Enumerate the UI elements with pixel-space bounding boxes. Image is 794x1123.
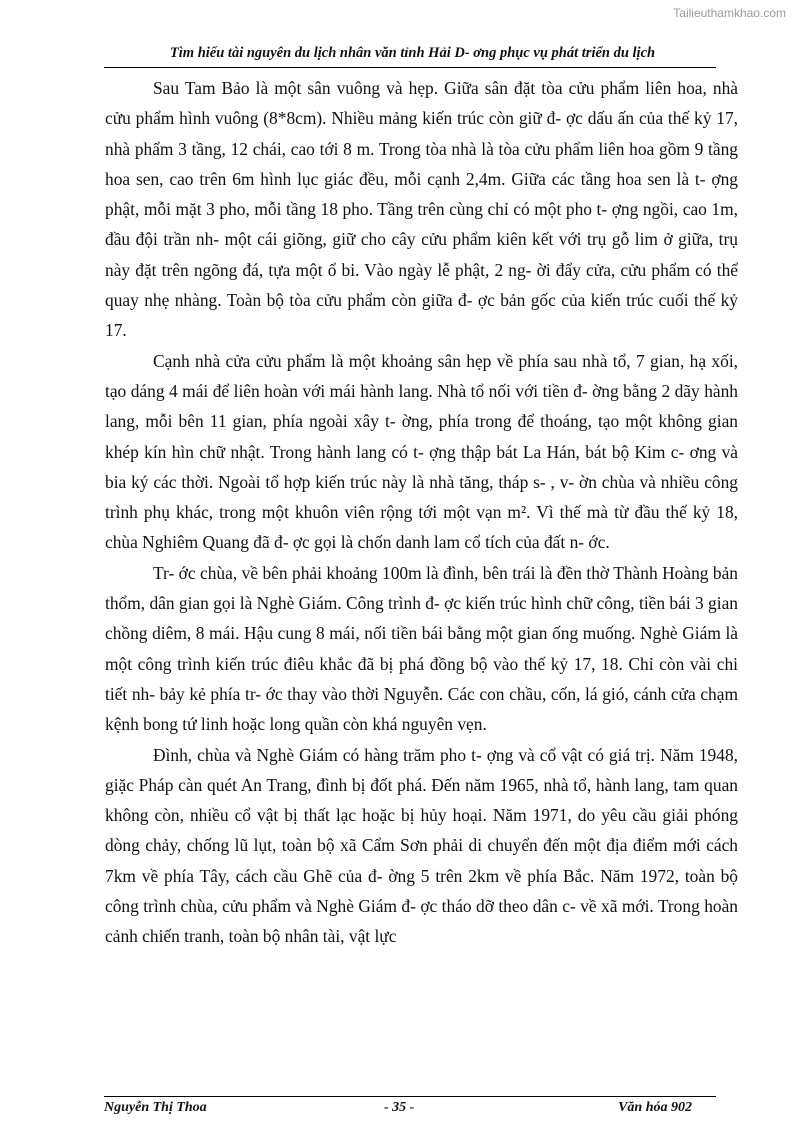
page-footer <box>104 1100 716 1122</box>
footer-author: Nguyễn Thị Thoa <box>104 1100 207 1115</box>
body-text <box>105 73 738 952</box>
watermark: Tailieuthamkhao.com <box>673 6 786 20</box>
paragraph: Tr- ớc chùa, về bên phải khoảng 100m là đình, bên trái là đền thờ Thành Hoàng bản thổm, dân gian gọi là Nghè Giám. Công trình đ- ợc kiến trúc hình chữ công, tiền bái 3 gian chồng diêm, 8 mái. Hậu cung 8 mái, nối tiền bái bằng một gian ống muống. Nghè Giám là một công trình kiến trúc điêu khắc đã bị phá đồng bộ vào thế kỷ 17, 18. Chỉ còn vài chi tiết nh- bảy kẻ phía tr- ớc thay vào thời Nguyễn. Các con chầu, cốn, lá gió, cánh cửa chạm kệnh bong tứ linh hoặc long quần còn khá nguyên vẹn. <box>105 562 738 735</box>
running-header: Tìm hiểu tài nguyên du lịch nhân văn tỉnh Hải D- ơng phục vụ phát triển du lịch <box>169 45 656 61</box>
paragraph: Cạnh nhà cửa cửu phẩm là một khoảng sân hẹp về phía sau nhà tổ, 7 gian, hạ xối, tạo dáng 4 mái để liên hoàn với mái hành lang. Nhà tổ nối với tiền đ- ờng bằng 2 dãy hành lang, mỗi bên 11 gian, phía ngoài xây t- ờng, phía trong để thoáng, tạo một không gian khép kín hìn chữ nhật. Trong hành lang có t- ợng thập bát La Hán, bát bộ Kim c- ơng và bia ký các thời. Ngoài tổ hợp kiến trúc này là nhà tăng, tháp s- , v- ờn chùa và nhiều công trình phụ khác, trong một khuôn viên rộng tới một vạn m². Vì thế mà từ đầu thế kỷ 18, chùa Nghiêm Quang đã đ- ợc gọi là chốn danh lam cổ tích của đất n- ớc. <box>105 350 738 553</box>
page-number: - 35 - <box>384 1100 415 1115</box>
paragraph: Sau Tam Bảo là một sân vuông và hẹp. Giữa sân đặt tòa cửu phẩm liên hoa, nhà cửu phẩm hình vuông (8*8cm). Nhiều mảng kiến trúc còn giữ đ- ợc dấu ấn của thế kỷ 17, nhà phẩm 3 tầng, 12 chái, cao tới 8 m. Trong tòa nhà là tòa cửu phẩm liên hoa gồm 9 tầng hoa sen, cao trên 6m hình lục giác đều, mỗi cạnh 2,4m. Giữa các tầng hoa sen là t- ợng phật, mỗi mặt 3 pho, mỗi tầng 18 pho. Tầng trên cùng chỉ có một pho t- ợng ngồi, cao 1m, đầu đội trần nh- một cái giõng, giữ cho cây cửu phẩm kiên kết với trụ gỗ lim ở giữa, trụ này đặt trên ngõng đá, tựa một ổ bi. Vào ngày lễ phật, 2 ng- ời đẩy cửa, cửu phẩm có thể quay nhẹ nhàng. Toàn bộ tòa cửu phẩm còn giữa đ- ợc bản gốc của kiến trúc cuối thế kỷ 17. <box>105 78 738 341</box>
footer-class: Văn hóa 902 <box>618 1100 692 1115</box>
header-rule <box>104 67 716 68</box>
paragraph: Đình, chùa và Nghè Giám có hàng trăm pho t- ợng và cổ vật có giá trị. Năm 1948, giặc Pháp càn quét An Trang, đình bị đốt phá. Đến năm 1965, nhà tổ, hành lang, tam quan không còn, nhiều cổ vật bị thất lạc hoặc bị hủy hoại. Năm 1971, do yêu cầu giải phóng dòng chảy, chống lũ lụt, toàn bộ xã Cẩm Sơn phải di chuyển đến một địa điểm mới cách 7km về phía Tây, cách cầu Ghẽ của đ- ờng 5 trên 2km về phía Bắc. Năm 1972, toàn bộ công trình chùa, cửu phẩm và Nghè Giám đ- ợc tháo dỡ theo dân c- về xã mới. Trong hoàn cảnh chiến tranh, toàn bộ nhân tài, vật lực <box>105 744 738 947</box>
footer-rule <box>104 1096 716 1097</box>
